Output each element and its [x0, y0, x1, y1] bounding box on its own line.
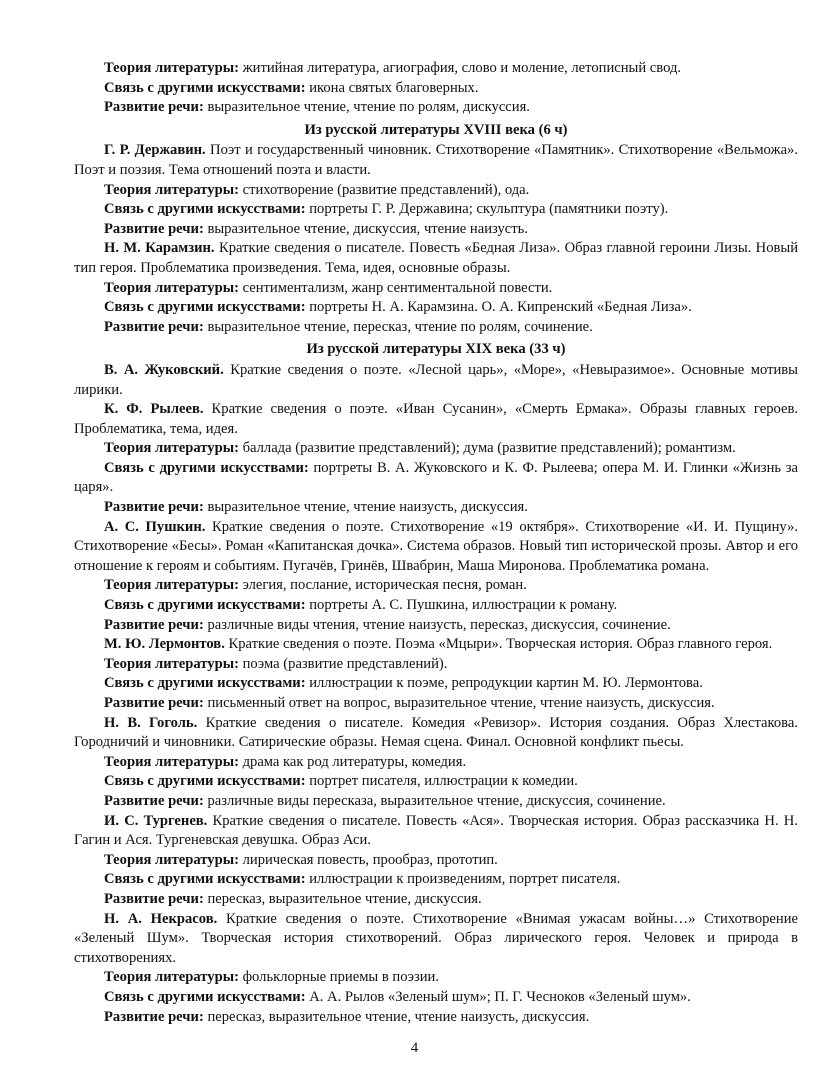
paragraph	[74, 1008, 798, 1028]
paragraph-lead: Связь с другими искусствами:	[104, 871, 306, 888]
paragraph-text: фольклорные приемы в поэзии.	[238, 969, 440, 986]
paragraph-lead: Теория литературы:	[104, 655, 239, 672]
paragraph-lead: Теория литературы:	[104, 279, 239, 296]
paragraph-text: портреты А. С. Пушкина, иллюстрации к роману.	[305, 597, 618, 614]
paragraph-text: различные виды чтения, чтение наизусть, пересказ, дискуссия, сочинение.	[203, 616, 671, 633]
paragraph-text: Поэт и государственный чиновник. Стихотворение «Памятник». Стихотворение «Вельможа». Поэт и поэзия. Тема отношений поэта и власти.	[74, 142, 798, 178]
paragraph-lead: Г. Р. Державин.	[104, 142, 206, 159]
section-heading: Из русской литературы XVIII века (6 ч)	[304, 121, 568, 138]
paragraph-text: Краткие сведения о поэте. Стихотворение «Внимая ужасам войны…» Стихотворение «Зеленый Шум». Творческая история стихотворений. Образ лирического героя. Человек и природа в стихотворениях.	[74, 910, 799, 966]
paragraph-lead: Развитие речи:	[104, 499, 204, 516]
paragraph-text: выразительное чтение, чтение наизусть, дискуссия.	[203, 499, 528, 516]
paragraph-text: иллюстрации к произведениям, портрет писателя.	[305, 871, 621, 888]
paragraph-text: житийная литература, агиография, слово и моление, летописный свод.	[238, 60, 682, 76]
paragraph-lead: Теория литературы:	[104, 969, 239, 986]
paragraph	[74, 596, 798, 616]
page-number: 4	[410, 1040, 419, 1056]
paragraph-lead: Теория литературы:	[104, 60, 239, 76]
paragraph-text: пересказ, выразительное чтение, дискуссия.	[203, 890, 482, 907]
paragraph	[74, 694, 798, 714]
paragraph-text: лирическая повесть, прообраз, прототип.	[238, 851, 498, 868]
paragraph-lead: Развитие речи:	[104, 695, 204, 711]
paragraph-text: выразительное чтение, пересказ, чтение по ролям, сочинение.	[203, 318, 593, 335]
paragraph-text: Краткие сведения о поэте. Поэма «Мцыри». Творческая история. Образ главного героя.	[224, 636, 773, 653]
paragraph-text: пересказ, выразительное чтение, чтение наизусть, дискуссия.	[203, 1008, 590, 1025]
paragraph	[74, 753, 798, 773]
paragraph-lead: И. С. Тургенев.	[104, 812, 208, 829]
page-body	[74, 59, 798, 1027]
paragraph-lead: Развитие речи:	[104, 792, 204, 809]
paragraph-text: баллада (развитие представлений); дума (развитие представлений); романтизм.	[238, 440, 736, 457]
paragraph	[74, 361, 798, 400]
paragraph-lead: Развитие речи:	[104, 99, 204, 116]
paragraph	[74, 635, 798, 655]
paragraph-lead: Связь с другими искусствами:	[104, 201, 306, 218]
paragraph	[74, 988, 798, 1008]
paragraph-lead: Теория литературы:	[104, 440, 239, 457]
paragraph-lead: Связь с другими искусствами:	[104, 459, 309, 476]
paragraph-lead: Развитие речи:	[104, 616, 204, 633]
paragraph-lead: Н. В. Гоголь.	[104, 714, 198, 731]
paragraph	[74, 298, 798, 318]
paragraph-text: Краткие сведения о писателе. Комедия «Ревизор». История создания. Образ Хлестакова. Городничий и чиновники. Сатирические образы. Немая сцена. Финал. Основной конфликт пьесы.	[74, 714, 798, 751]
paragraph	[74, 674, 798, 694]
paragraph	[74, 98, 798, 118]
paragraph-text: выразительное чтение, дискуссия, чтение наизусть.	[203, 220, 528, 237]
paragraph	[74, 851, 798, 871]
paragraph-lead: Связь с другими искусствами:	[104, 597, 306, 614]
paragraph-text: выразительное чтение, чтение по ролям, дискуссия.	[203, 99, 530, 116]
paragraph-text: икона святых благоверных.	[305, 79, 479, 96]
paragraph	[74, 181, 798, 201]
paragraph	[74, 655, 798, 675]
paragraph-text: различные виды пересказа, выразительное чтение, дискуссия, сочинение.	[203, 792, 666, 809]
paragraph	[74, 792, 798, 812]
paragraph-lead: А. С. Пушкин.	[104, 518, 206, 535]
paragraph-lead: Связь с другими искусствами:	[104, 299, 306, 316]
paragraph	[74, 459, 798, 498]
paragraph	[74, 79, 798, 99]
paragraph-lead: Теория литературы:	[104, 181, 239, 198]
paragraph	[74, 714, 798, 753]
paragraph	[74, 812, 798, 851]
paragraph-text: элегия, послание, историческая песня, роман.	[238, 577, 527, 594]
paragraph	[74, 200, 798, 220]
paragraph	[74, 772, 798, 792]
paragraph	[74, 518, 798, 577]
paragraph	[74, 968, 798, 988]
paragraph-text: портрет писателя, иллюстрации к комедии.	[305, 773, 578, 790]
paragraph-text: портреты Н. А. Карамзина. О. А. Кипренский «Бедная Лиза».	[305, 299, 692, 316]
paragraph-lead: Н. М. Карамзин.	[104, 240, 215, 257]
paragraph-lead: Связь с другими искусствами:	[104, 773, 306, 790]
paragraph-text: поэма (развитие представлений).	[238, 655, 448, 672]
paragraph-lead: Теория литературы:	[104, 851, 239, 868]
paragraph-text: А. А. Рылов «Зеленый шум»; П. Г. Чесноков «Зеленый шум».	[305, 988, 691, 1005]
paragraph	[74, 400, 798, 439]
paragraph	[74, 239, 798, 278]
paragraph-lead: Развитие речи:	[104, 318, 204, 335]
paragraph	[74, 890, 798, 910]
paragraph-text: Краткие сведения о писателе. Повесть «Бедная Лиза». Образ главной героини Лизы. Новый тип героя. Проблематика произведения. Тема, идея, основные образы.	[74, 240, 799, 276]
paragraph-lead: Развитие речи:	[104, 890, 204, 907]
paragraph	[74, 616, 798, 636]
paragraph-lead: Н. А. Некрасов.	[104, 910, 218, 927]
paragraph-lead: Связь с другими искусствами:	[104, 79, 306, 96]
paragraph-lead: Развитие речи:	[104, 1008, 204, 1025]
paragraph	[74, 59, 798, 79]
paragraph-lead: Развитие речи:	[104, 220, 204, 237]
paragraph-text: портреты Г. Р. Державина; скульптура (памятники поэту).	[305, 201, 669, 218]
paragraph-text: стихотворение (развитие представлений), ода.	[238, 181, 530, 198]
paragraph	[74, 279, 798, 299]
paragraph-lead: В. А. Жуковский.	[104, 361, 224, 378]
paragraph	[74, 576, 798, 596]
paragraph-text: Краткие сведения о поэте. Стихотворение «19 октября». Стихотворение «И. И. Пущину». Стихотворение «Бесы». Роман «Капитанская дочка». Система образов. Новый тип исторической прозы. Автор и его отношение к героям и событиям. Пугачёв, Гринёв, Швабрин, Маша Миронова. Проблематика романа.	[74, 518, 799, 574]
paragraph-text: сентиментализм, жанр сентиментальной повести.	[238, 279, 553, 296]
paragraph-text: Краткие сведения о поэте. «Лесной царь», «Море», «Невыразимое». Основные мотивы лирики.	[74, 361, 798, 398]
section-heading: Из русской литературы XIX века (33 ч)	[306, 341, 566, 358]
paragraph-lead: Теория литературы:	[104, 753, 239, 770]
paragraph	[74, 318, 798, 338]
paragraph	[74, 439, 798, 459]
paragraph-text: Краткие сведения о писателе. Повесть «Ася». Творческая история. Образ рассказчика Н. Н. Гагин и Ася. Тургеневская девушка. Образ Аси.	[74, 812, 798, 849]
paragraph-lead: К. Ф. Рылеев.	[104, 401, 204, 418]
paragraph-lead: Связь с другими искусствами:	[104, 988, 306, 1005]
paragraph-lead: Теория литературы:	[104, 577, 239, 594]
paragraph	[74, 498, 798, 518]
paragraph-text: Краткие сведения о поэте. «Иван Сусанин», «Смерть Ермака». Образы главных героев. Проблематика, тема, идея.	[74, 401, 798, 437]
paragraph-text: портреты В. А. Жуковского и К. Ф. Рылеева; опера М. И. Глинки «Жизнь за царя».	[74, 459, 798, 496]
paragraph	[74, 220, 798, 240]
paragraph-text: драма как род литературы, комедия.	[238, 753, 467, 770]
paragraph-lead: Связь с другими искусствами:	[104, 675, 306, 692]
paragraph	[74, 141, 798, 180]
paragraph-text: иллюстрации к поэме, репродукции картин М. Ю. Лермонтова.	[305, 675, 703, 692]
paragraph	[74, 870, 798, 890]
paragraph	[74, 910, 798, 969]
paragraph-text: письменный ответ на вопрос, выразительное чтение, чтение наизусть, дискуссия.	[203, 695, 715, 711]
paragraph-lead: М. Ю. Лермонтов.	[104, 636, 225, 653]
